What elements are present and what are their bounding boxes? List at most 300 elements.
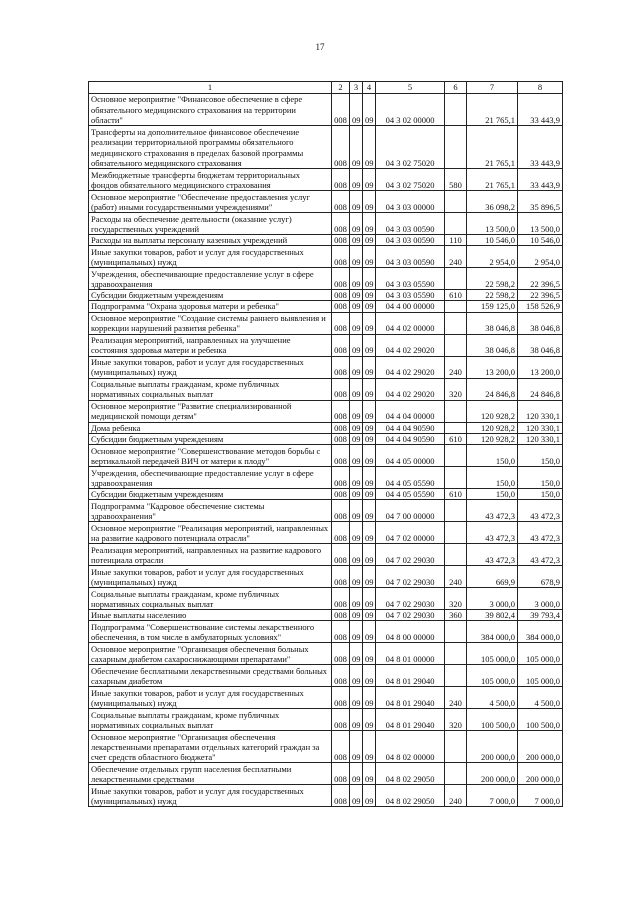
row-name: Подпрограмма "Охрана здоровья матери и ребенка" [89,301,332,312]
row-subsection: 09 [363,94,376,126]
row-subsection: 09 [363,566,376,588]
row-target-article: 04 7 02 29030 [376,610,445,621]
row-expense-type [445,731,467,763]
row-expense-type: 240 [445,356,467,378]
row-value-year-2: 39 793,4 [518,610,563,621]
row-expense-type [445,544,467,566]
table-row [89,356,563,378]
row-target-article: 04 3 03 00590 [376,235,445,246]
row-target-article: 04 8 01 00000 [376,643,445,665]
row-name: Социальные выплаты гражданам, кроме публичных нормативных социальных выплат [89,709,332,731]
row-expense-type [445,301,467,312]
row-target-article: 04 4 04 90590 [376,433,445,444]
row-section: 09 [350,621,363,643]
row-target-article: 04 4 02 29020 [376,378,445,400]
row-value-year-1: 13 200,0 [467,356,518,378]
row-admin-code: 008 [332,731,350,763]
row-target-article: 04 4 05 05590 [376,489,445,500]
row-name: Иные закупки товаров, работ и услуг для государственных (муниципальных) нужд [89,246,332,268]
row-target-article: 04 3 03 05590 [376,290,445,301]
row-section: 09 [350,213,363,235]
column-header: 3 [350,82,363,94]
row-value-year-2: 120 330,1 [518,400,563,422]
row-value-year-2: 13 500,0 [518,213,563,235]
row-admin-code: 008 [332,268,350,290]
row-subsection: 09 [363,191,376,213]
row-section: 09 [350,763,363,785]
row-subsection: 09 [363,522,376,544]
row-value-year-1: 4 500,0 [467,687,518,709]
row-section: 09 [350,544,363,566]
row-target-article: 04 7 02 29030 [376,544,445,566]
row-admin-code: 008 [332,235,350,246]
row-target-article: 04 7 02 29030 [376,566,445,588]
row-section: 09 [350,522,363,544]
row-name: Иные закупки товаров, работ и услуг для государственных (муниципальных) нужд [89,687,332,709]
row-value-year-2: 200 000,0 [518,763,563,785]
row-expense-type: 610 [445,290,467,301]
column-header: 1 [89,82,332,94]
row-value-year-1: 38 046,8 [467,312,518,334]
row-admin-code: 008 [332,467,350,489]
row-value-year-1: 120 928,2 [467,400,518,422]
row-expense-type [445,445,467,467]
row-value-year-1: 150,0 [467,445,518,467]
row-value-year-1: 120 928,2 [467,422,518,433]
row-subsection: 09 [363,445,376,467]
row-admin-code: 008 [332,445,350,467]
row-expense-type: 610 [445,489,467,500]
row-value-year-2: 105 000,0 [518,665,563,687]
table-row [89,522,563,544]
table-row [89,763,563,785]
row-subsection: 09 [363,422,376,433]
row-subsection: 09 [363,235,376,246]
row-section: 09 [350,268,363,290]
row-expense-type: 360 [445,610,467,621]
column-header: 5 [376,82,445,94]
row-value-year-1: 13 500,0 [467,213,518,235]
row-name: Реализация мероприятий, направленных на улучшение состояния здоровья матери и ребенка [89,334,332,356]
row-target-article: 04 8 00 00000 [376,621,445,643]
row-name: Субсидии бюджетным учреждениям [89,433,332,444]
row-name: Подпрограмма "Кадровое обеспечение системы здравоохранения" [89,500,332,522]
row-value-year-2: 13 200,0 [518,356,563,378]
row-value-year-2: 150,0 [518,489,563,500]
row-value-year-1: 100 500,0 [467,709,518,731]
row-value-year-2: 10 546,0 [518,235,563,246]
row-value-year-2: 22 396,5 [518,268,563,290]
row-admin-code: 008 [332,126,350,169]
table-row [89,588,563,610]
table-row [89,422,563,433]
row-target-article: 04 3 02 75020 [376,126,445,169]
row-value-year-2: 38 046,8 [518,312,563,334]
row-value-year-2: 384 000,0 [518,621,563,643]
row-section: 09 [350,334,363,356]
row-admin-code: 008 [332,489,350,500]
row-value-year-2: 38 046,8 [518,334,563,356]
row-subsection: 09 [363,785,376,807]
row-subsection: 09 [363,126,376,169]
row-expense-type: 580 [445,169,467,191]
row-name: Социальные выплаты гражданам, кроме публичных нормативных социальных выплат [89,588,332,610]
row-value-year-1: 43 472,3 [467,522,518,544]
row-admin-code: 008 [332,687,350,709]
row-expense-type [445,126,467,169]
row-subsection: 09 [363,378,376,400]
row-value-year-1: 159 125,0 [467,301,518,312]
table-row [89,400,563,422]
row-admin-code: 008 [332,356,350,378]
row-value-year-1: 10 546,0 [467,235,518,246]
row-subsection: 09 [363,621,376,643]
page-number: 17 [315,42,325,52]
row-expense-type: 320 [445,709,467,731]
row-subsection: 09 [363,709,376,731]
table-row [89,94,563,126]
row-section: 09 [350,566,363,588]
row-section: 09 [350,126,363,169]
row-admin-code: 008 [332,610,350,621]
row-value-year-1: 150,0 [467,489,518,500]
row-target-article: 04 4 00 00000 [376,301,445,312]
column-header: 7 [467,82,518,94]
row-target-article: 04 3 02 00000 [376,94,445,126]
row-value-year-2: 3 000,0 [518,588,563,610]
row-target-article: 04 4 02 29020 [376,334,445,356]
row-subsection: 09 [363,334,376,356]
row-name: Обеспечение бесплатными лекарственными средствами больных сахарным диабетом [89,665,332,687]
row-target-article: 04 8 01 29040 [376,709,445,731]
row-expense-type [445,665,467,687]
table-row [89,378,563,400]
row-subsection: 09 [363,687,376,709]
table-row [89,290,563,301]
row-value-year-1: 3 000,0 [467,588,518,610]
row-section: 09 [350,246,363,268]
row-section: 09 [350,312,363,334]
row-value-year-2: 105 000,0 [518,643,563,665]
row-value-year-2: 100 500,0 [518,709,563,731]
table-row [89,213,563,235]
row-section: 09 [350,643,363,665]
row-target-article: 04 4 02 00000 [376,312,445,334]
row-value-year-2: 200 000,0 [518,731,563,763]
row-value-year-1: 22 598,2 [467,290,518,301]
row-target-article: 04 4 02 29020 [376,356,445,378]
table-row [89,312,563,334]
row-value-year-1: 2 954,0 [467,246,518,268]
row-value-year-1: 24 846,8 [467,378,518,400]
row-expense-type: 610 [445,433,467,444]
row-subsection: 09 [363,301,376,312]
row-value-year-2: 43 472,3 [518,522,563,544]
row-expense-type [445,94,467,126]
row-subsection: 09 [363,643,376,665]
row-admin-code: 008 [332,169,350,191]
row-value-year-2: 2 954,0 [518,246,563,268]
row-expense-type [445,763,467,785]
row-name: Трансферты на дополнительное финансовое обеспечение реализации территориальной программы обязательного медицинского страхования в пределах базовой программы обязательного медицинского страхования [89,126,332,169]
row-admin-code: 008 [332,588,350,610]
row-target-article: 04 4 05 05590 [376,467,445,489]
row-value-year-1: 105 000,0 [467,665,518,687]
budget-table [88,81,563,807]
row-value-year-2: 33 443,9 [518,94,563,126]
column-header: 4 [363,82,376,94]
table-row [89,610,563,621]
table-row [89,301,563,312]
row-target-article: 04 8 02 29050 [376,763,445,785]
row-subsection: 09 [363,665,376,687]
table-row [89,433,563,444]
row-admin-code: 008 [332,566,350,588]
row-expense-type: 240 [445,566,467,588]
row-admin-code: 008 [332,400,350,422]
table-row [89,126,563,169]
row-section: 09 [350,665,363,687]
row-section: 09 [350,709,363,731]
row-name: Основное мероприятие "Развитие специализированной медицинской помощи детям" [89,400,332,422]
row-expense-type [445,643,467,665]
row-admin-code: 008 [332,213,350,235]
row-name: Основное мероприятие "Создание системы раннего выявления и коррекции нарушений развития ребенка" [89,312,332,334]
row-value-year-1: 43 472,3 [467,544,518,566]
row-expense-type: 240 [445,246,467,268]
table-row [89,334,563,356]
row-name: Социальные выплаты гражданам, кроме публичных нормативных социальных выплат [89,378,332,400]
table-row [89,643,563,665]
row-value-year-2: 120 330,1 [518,422,563,433]
row-name: Иные закупки товаров, работ и услуг для государственных (муниципальных) нужд [89,785,332,807]
table-row [89,191,563,213]
row-target-article: 04 8 01 29040 [376,665,445,687]
row-value-year-2: 7 000,0 [518,785,563,807]
row-value-year-1: 669,9 [467,566,518,588]
row-target-article: 04 3 02 75020 [376,169,445,191]
row-value-year-1: 150,0 [467,467,518,489]
table-row [89,467,563,489]
row-section: 09 [350,422,363,433]
row-section: 09 [350,433,363,444]
row-value-year-1: 384 000,0 [467,621,518,643]
row-name: Учреждения, обеспечивающие предоставление услуг в сфере здравоохранения [89,467,332,489]
row-admin-code: 008 [332,290,350,301]
row-admin-code: 008 [332,422,350,433]
row-target-article: 04 4 04 90590 [376,422,445,433]
table-row [89,566,563,588]
row-subsection: 09 [363,489,376,500]
row-expense-type [445,334,467,356]
row-admin-code: 008 [332,191,350,213]
row-value-year-2: 43 472,3 [518,544,563,566]
row-expense-type [445,312,467,334]
table-row [89,235,563,246]
row-admin-code: 008 [332,643,350,665]
row-name: Основное мероприятие "Организация обеспечения больных сахарным диабетом сахароснижающими препаратами" [89,643,332,665]
row-name: Учреждения, обеспечивающие предоставление услуг в сфере здравоохранения [89,268,332,290]
row-name: Подпрограмма "Совершенствование системы лекарственного обеспечения, в том числе в амбулаторных условиях" [89,621,332,643]
row-value-year-1: 38 046,8 [467,334,518,356]
row-name: Дома ребенка [89,422,332,433]
row-value-year-1: 43 472,3 [467,500,518,522]
row-expense-type [445,400,467,422]
row-value-year-2: 158 526,9 [518,301,563,312]
row-name: Иные выплаты населению [89,610,332,621]
row-value-year-1: 105 000,0 [467,643,518,665]
row-value-year-1: 21 765,1 [467,126,518,169]
row-value-year-1: 120 928,2 [467,433,518,444]
row-section: 09 [350,400,363,422]
table-row [89,544,563,566]
row-expense-type [445,191,467,213]
row-value-year-1: 7 000,0 [467,785,518,807]
row-target-article: 04 3 03 00000 [376,191,445,213]
table-body [89,94,563,807]
row-section: 09 [350,94,363,126]
row-name: Основное мероприятие "Совершенствование методов борьбы с вертикальной передачей ВИЧ от матери к плоду" [89,445,332,467]
row-target-article: 04 3 03 00590 [376,213,445,235]
table-row [89,169,563,191]
row-expense-type [445,467,467,489]
row-expense-type [445,422,467,433]
row-admin-code: 008 [332,621,350,643]
row-admin-code: 008 [332,334,350,356]
row-value-year-2: 150,0 [518,445,563,467]
row-section: 09 [350,356,363,378]
row-section: 09 [350,467,363,489]
row-target-article: 04 8 01 29040 [376,687,445,709]
row-value-year-1: 21 765,1 [467,169,518,191]
row-admin-code: 008 [332,709,350,731]
row-subsection: 09 [363,610,376,621]
column-header: 6 [445,82,467,94]
table-row [89,621,563,643]
row-subsection: 09 [363,400,376,422]
row-expense-type: 110 [445,235,467,246]
row-value-year-1: 36 098,2 [467,191,518,213]
row-expense-type [445,621,467,643]
row-section: 09 [350,290,363,301]
row-value-year-2: 24 846,8 [518,378,563,400]
row-section: 09 [350,445,363,467]
row-subsection: 09 [363,312,376,334]
row-admin-code: 008 [332,433,350,444]
row-value-year-2: 120 330,1 [518,433,563,444]
row-expense-type: 320 [445,588,467,610]
table-row [89,709,563,731]
row-admin-code: 008 [332,246,350,268]
row-section: 09 [350,610,363,621]
row-subsection: 09 [363,467,376,489]
row-section: 09 [350,731,363,763]
row-subsection: 09 [363,763,376,785]
row-target-article: 04 3 03 05590 [376,268,445,290]
row-section: 09 [350,235,363,246]
table-row [89,500,563,522]
row-subsection: 09 [363,500,376,522]
table-row [89,268,563,290]
row-subsection: 09 [363,169,376,191]
row-value-year-1: 22 598,2 [467,268,518,290]
row-name: Основное мероприятие "Реализация мероприятий, направленных на развитие кадрового потенциала отрасли" [89,522,332,544]
row-admin-code: 008 [332,665,350,687]
row-section: 09 [350,489,363,500]
row-name: Реализация мероприятий, направленных на развитие кадрового потенциала отрасли [89,544,332,566]
row-expense-type: 240 [445,785,467,807]
row-subsection: 09 [363,433,376,444]
header-row [89,82,563,94]
row-admin-code: 008 [332,763,350,785]
row-value-year-2: 678,9 [518,566,563,588]
row-admin-code: 008 [332,785,350,807]
row-name: Иные закупки товаров, работ и услуг для государственных (муниципальных) нужд [89,566,332,588]
row-target-article: 04 7 02 00000 [376,522,445,544]
row-section: 09 [350,378,363,400]
row-admin-code: 008 [332,500,350,522]
row-name: Расходы на обеспечение деятельности (оказание услуг) государственных учреждений [89,213,332,235]
row-name: Обеспечение отдельных групп населения бесплатными лекарственными средствами [89,763,332,785]
row-target-article: 04 8 02 29050 [376,785,445,807]
table-row [89,665,563,687]
row-name: Основное мероприятие "Финансовое обеспечение в сфере обязательного медицинского страхования на территории области" [89,94,332,126]
row-expense-type [445,522,467,544]
row-value-year-2: 4 500,0 [518,687,563,709]
row-subsection: 09 [363,544,376,566]
row-name: Основное мероприятие "Организация обеспечения лекарственными препаратами отдельных категорий граждан за счет средств областного бюджета" [89,731,332,763]
row-subsection: 09 [363,246,376,268]
row-section: 09 [350,301,363,312]
row-value-year-1: 200 000,0 [467,731,518,763]
row-name: Межбюджетные трансферты бюджетам территориальных фондов обязательного медицинского страхования [89,169,332,191]
row-subsection: 09 [363,268,376,290]
row-name: Расходы на выплаты персоналу казенных учреждений [89,235,332,246]
row-subsection: 09 [363,213,376,235]
row-expense-type [445,268,467,290]
row-value-year-2: 43 472,3 [518,500,563,522]
table-row [89,687,563,709]
row-subsection: 09 [363,588,376,610]
row-name: Основное мероприятие "Обеспечение предоставления услуг (работ) иными государственными учреждениями" [89,191,332,213]
row-admin-code: 008 [332,522,350,544]
table-row [89,785,563,807]
row-target-article: 04 8 02 00000 [376,731,445,763]
row-value-year-2: 22 396,5 [518,290,563,301]
row-target-article: 04 7 00 00000 [376,500,445,522]
row-value-year-1: 200 000,0 [467,763,518,785]
row-subsection: 09 [363,356,376,378]
row-expense-type: 320 [445,378,467,400]
table-row [89,489,563,500]
row-section: 09 [350,191,363,213]
row-value-year-2: 33 443,9 [518,126,563,169]
table-row [89,246,563,268]
row-admin-code: 008 [332,94,350,126]
row-admin-code: 008 [332,312,350,334]
row-value-year-2: 35 896,5 [518,191,563,213]
row-section: 09 [350,500,363,522]
row-subsection: 09 [363,731,376,763]
row-target-article: 04 3 03 00590 [376,246,445,268]
row-target-article: 04 4 04 00000 [376,400,445,422]
row-value-year-2: 33 443,9 [518,169,563,191]
row-section: 09 [350,169,363,191]
row-section: 09 [350,785,363,807]
table-row [89,731,563,763]
row-value-year-1: 39 802,4 [467,610,518,621]
row-section: 09 [350,588,363,610]
